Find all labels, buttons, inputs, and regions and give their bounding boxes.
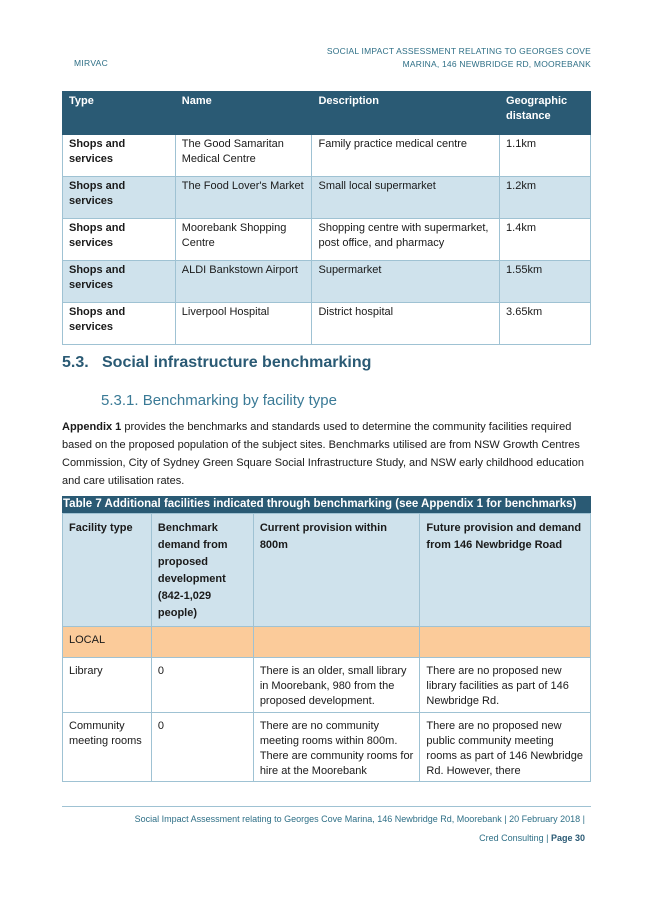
appendix-reference: Appendix 1: [62, 421, 122, 433]
table-caption: Table 7 Additional facilities indicated through benchmarking (see Appendix 1 for benchmarks): [62, 496, 591, 513]
group-label: LOCAL: [63, 627, 152, 658]
col-facility-type: Facility type: [63, 514, 152, 627]
cell-description: Small local supermarket: [312, 177, 500, 219]
footer-separator: |: [543, 833, 551, 843]
cell-name: Moorebank Shopping Centre: [175, 219, 312, 261]
facilities-table: [62, 91, 591, 345]
cell-description: District hospital: [312, 303, 500, 345]
cell-description: Shopping centre with supermarket, post office, and pharmacy: [312, 219, 500, 261]
header-company: MIRVAC: [74, 58, 109, 68]
group-row-local: [63, 627, 591, 658]
subsection-title: Benchmarking by facility type: [142, 392, 337, 409]
paragraph-text: provides the benchmarks and standards used to determine the community facilities required based on the proposed population of the subject sites. Benchmarks utilised are from NSW Growth Centres Commission, City of Sydney Green Square Social Infrastructure Study, and NSW early childhood education and care utilisation rates.: [62, 421, 584, 487]
header-document-title: [291, 45, 591, 71]
col-distance: Geographic distance: [500, 92, 591, 135]
cell-type: Shops and services: [63, 261, 176, 303]
cell-demand: 0: [151, 713, 253, 782]
table-header-row: [63, 514, 591, 627]
benchmarking-table: [62, 513, 591, 782]
footer-page-line: [479, 833, 585, 843]
cell-distance: 1.1km: [500, 135, 591, 177]
cell-future: There are no proposed new public community meeting rooms as part of 146 Newbridge Rd. However, there: [420, 713, 591, 782]
empty-cell: [420, 627, 591, 658]
page-number: Page 30: [550, 833, 585, 843]
cell-current: There is an older, small library in Moorebank, 980 from the proposed development.: [253, 658, 420, 713]
cell-type: Shops and services: [63, 303, 176, 345]
cell-description: Family practice medical centre: [312, 135, 500, 177]
col-type: Type: [63, 92, 176, 135]
cell-future: There are no proposed new library facilities as part of 146 Newbridge Rd.: [420, 658, 591, 713]
cell-name: The Food Lover's Market: [175, 177, 312, 219]
table-header-row: [63, 92, 591, 135]
cell-demand: 0: [151, 658, 253, 713]
section-heading: [62, 354, 371, 372]
subsection-number: 5.3.1.: [101, 392, 139, 409]
table-row: [63, 177, 591, 219]
empty-cell: [253, 627, 420, 658]
subsection-heading: [101, 392, 337, 409]
cell-distance: 1.55km: [500, 261, 591, 303]
table-row: [63, 658, 591, 713]
cell-distance: 3.65km: [500, 303, 591, 345]
cell-type: Shops and services: [63, 177, 176, 219]
cell-name: Liverpool Hospital: [175, 303, 312, 345]
section-title: Social infrastructure benchmarking: [102, 354, 372, 371]
footer-company: Cred Consulting: [479, 833, 544, 843]
col-benchmark-demand: Benchmark demand from proposed development (842-1,029 people): [151, 514, 253, 627]
cell-name: ALDI Bankstown Airport: [175, 261, 312, 303]
col-name: Name: [175, 92, 312, 135]
cell-type: Shops and services: [63, 219, 176, 261]
table-row: [63, 303, 591, 345]
col-description: Description: [312, 92, 500, 135]
col-current-provision: Current provision within 800m: [253, 514, 420, 627]
cell-facility: Community meeting rooms: [63, 713, 152, 782]
header-title-line2: MARINA, 146 NEWBRIDGE RD, MOOREBANK: [402, 59, 591, 69]
body-paragraph: [62, 418, 594, 490]
cell-type: Shops and services: [63, 135, 176, 177]
cell-description: Supermarket: [312, 261, 500, 303]
header-title-line1: SOCIAL IMPACT ASSESSMENT RELATING TO GEORGES COVE: [326, 46, 591, 56]
section-number: 5.3.: [62, 354, 89, 371]
cell-facility: Library: [63, 658, 152, 713]
table-row: [63, 713, 591, 782]
footer-divider: [62, 806, 591, 807]
table-row: [63, 261, 591, 303]
empty-cell: [151, 627, 253, 658]
cell-current: There are no community meeting rooms within 800m. There are community rooms for hire at the Moorebank: [253, 713, 420, 782]
footer-document-line: Social Impact Assessment relating to Georges Cove Marina, 146 Newbridge Rd, Moorebank | 20 February 2018 |: [134, 814, 585, 824]
cell-distance: 1.2km: [500, 177, 591, 219]
cell-distance: 1.4km: [500, 219, 591, 261]
table-row: [63, 219, 591, 261]
col-future-provision: Future provision and demand from 146 Newbridge Road: [420, 514, 591, 627]
cell-name: The Good Samaritan Medical Centre: [175, 135, 312, 177]
table-row: [63, 135, 591, 177]
